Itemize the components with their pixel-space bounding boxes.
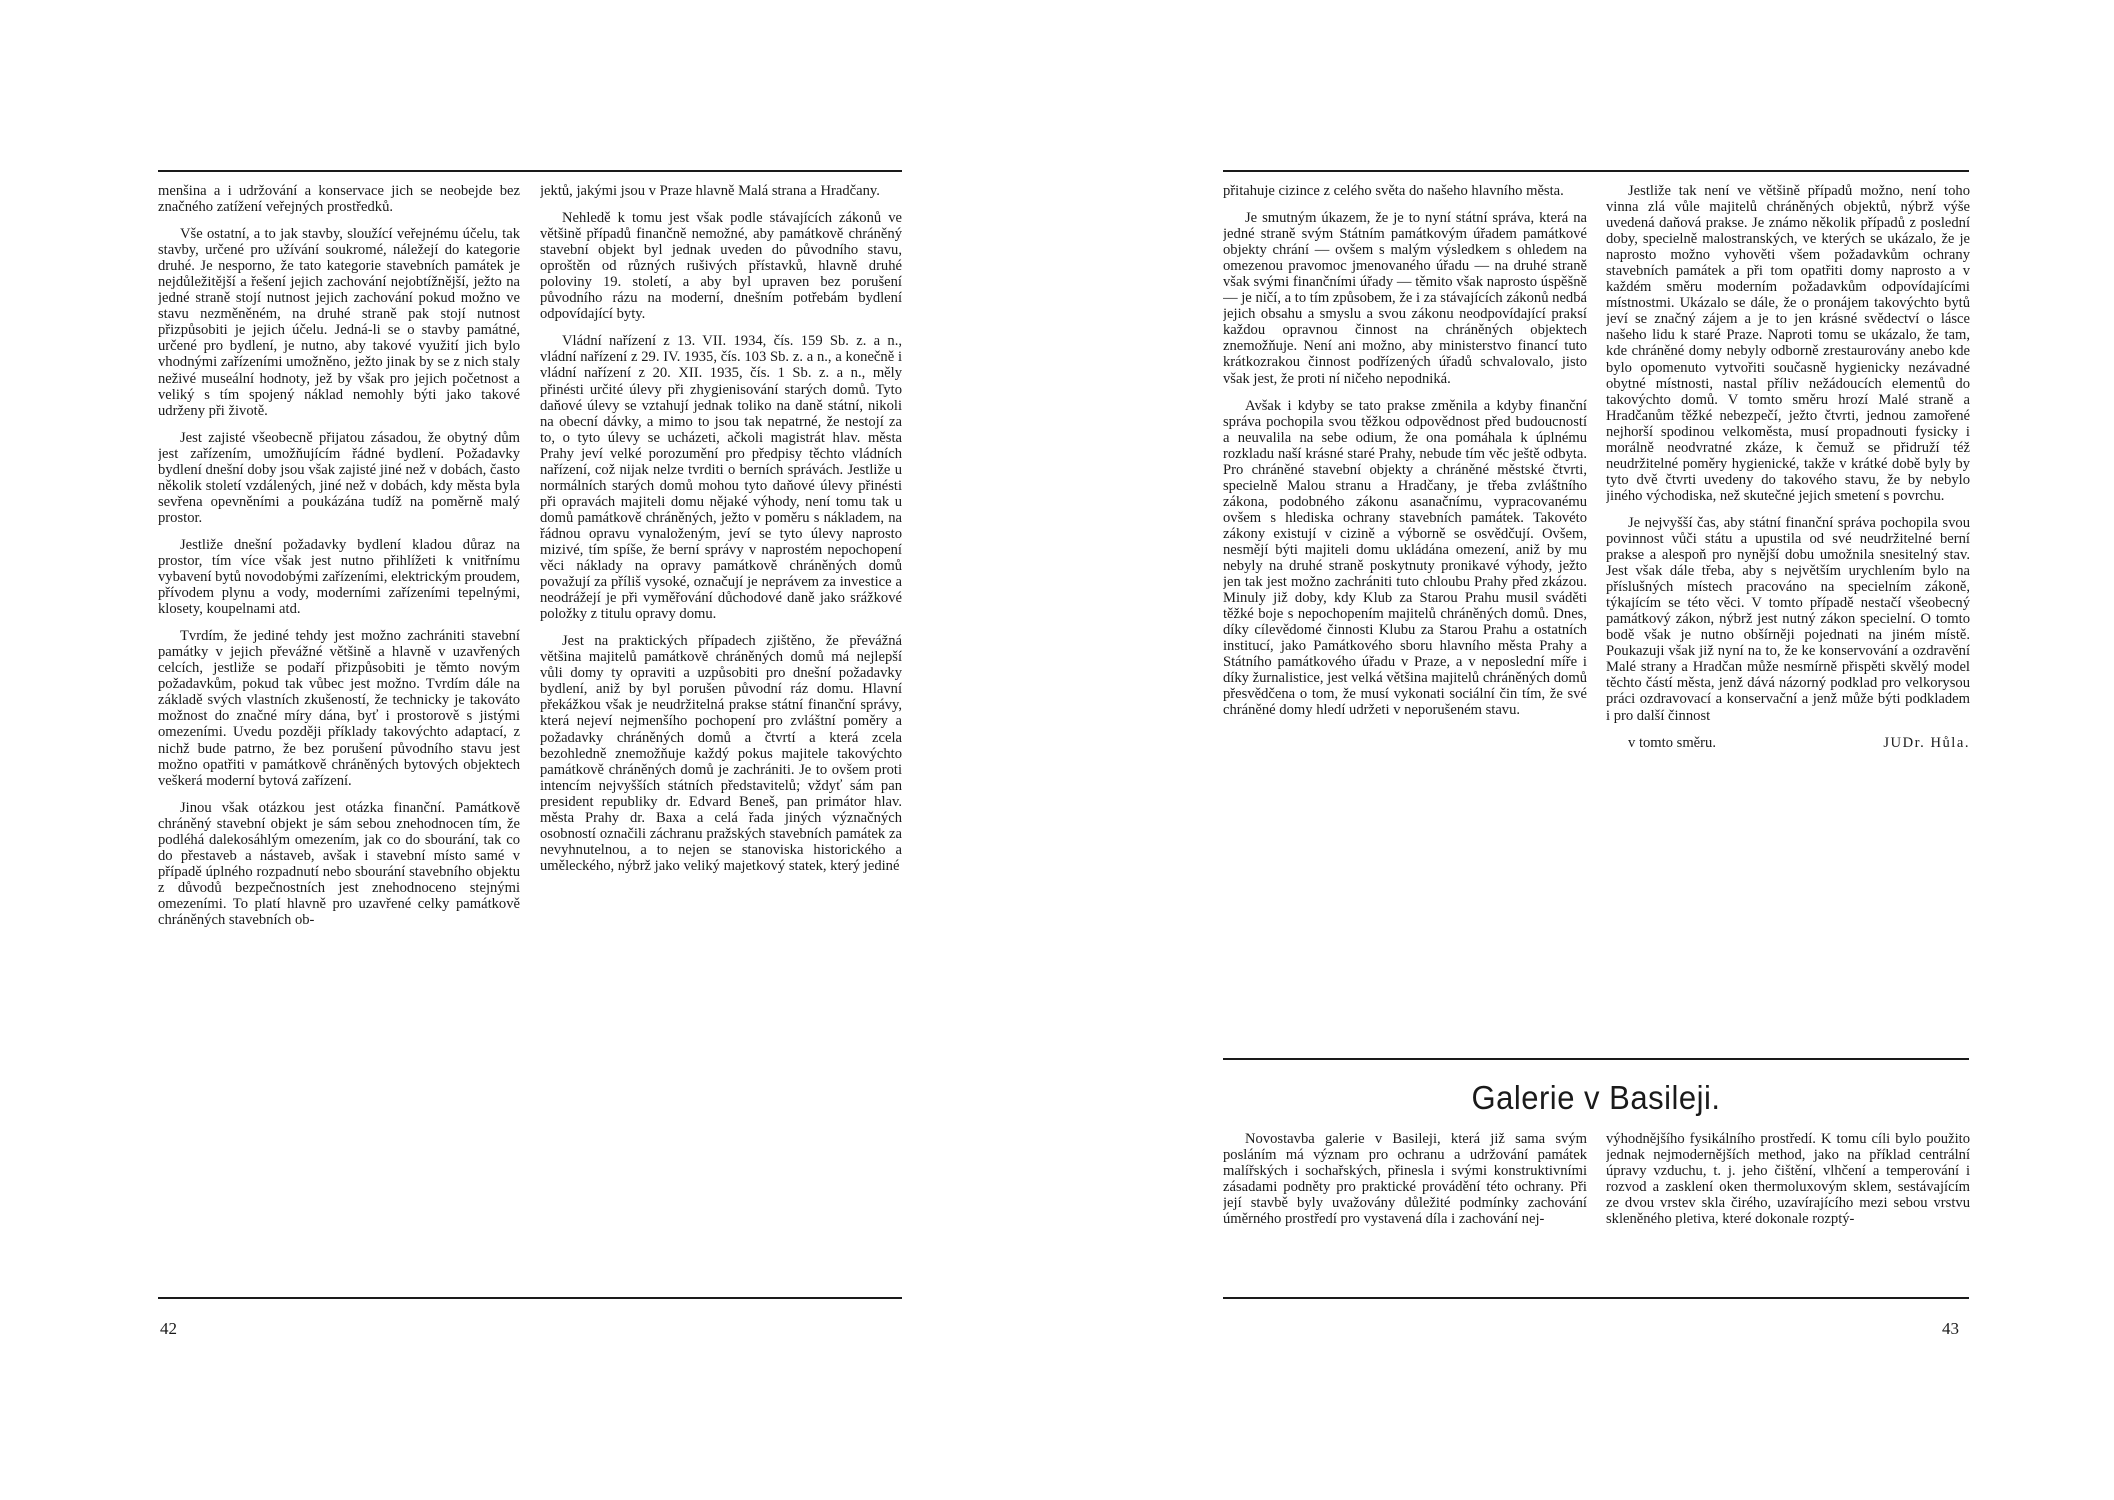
- article-column-2: [1606, 1131, 1970, 1291]
- paragraph: Je nejvyšší čas, aby státní finanční správa pochopila svou povinnost vůči státu a upustila od své neudržitelné berní prakse a alespoň pro nynější dobu umožnila snesitelný stav. Jest však dále třeba, aby s největším urychlením bylo na příslušných místech pracováno na specielním zákoně, týkajícím se této věci. V tomto případě nestačí všeobecný památkový zákon, nýbrž jest nutný zákon specielní. O tomto bodě však je nutno obšírněji pojednati na jiném místě. Poukazuji však již nyní na to, že ke konservování a ozdravění Malé strany a Hradčan může nesmírně přispěti skvělý model těchto částí města, jenž dává názorný podklad pro velkorysou práci ozdravovací a konservační a jenž může býti podkladem i pro další činnost: [1606, 514, 1970, 724]
- paragraph: Je smutným úkazem, že je to nyní státní správa, která na jedné straně svým Státním památkovým úřadem památkové objekty chrání — ovšem s malým výsledkem s ohledem na omezenou pravomoc jmenovaného úřadu — na druhé straně však svými finančními úřady — těmito však naprosto úspěšně — je ničí, a to tím způsobem, že i za stávajících zákonů nedbá jejich obsahu a smyslu a svou zákonu neodpovídající praksí každou opravnou činnost na chráněných objektech znemožňuje. Není ani možno, aby ministerstvo financí tuto krátkozrakou činnost podřízených úřadů schvalovalo, jisto však jest, že proti ní ničeho nepodniká.: [1223, 210, 1587, 387]
- page-number: 42: [160, 1319, 177, 1338]
- page-number: 43: [1942, 1319, 1959, 1338]
- article-title: Galerie v Basileji.: [1471, 1078, 1721, 1117]
- paragraph: jektů, jakými jsou v Praze hlavně Malá strana a Hradčany.: [540, 183, 880, 199]
- signature-lead: v tomto směru.: [1628, 734, 1716, 751]
- paragraph: Avšak i kdyby se tato prakse změnila a kdyby finanční správa pochopila svou těžkou odpovědnost před budoucností a neuvalila na sebe odium, že ona pomáhala k úplnému rozkladu naší krásné staré Prahy, nebude tím věc ještě odbyta. Pro chráněné stavební objekty a chráněné městské čtvrti, specielně Malou stranu a Hradčany, je třeba zvláštního zákona, podobného zákonu asanačnímu, vypracovanému ovšem s hlediska ochrany stavebních památek. Takovéto zákony existují v cizině a výborně se osvědčují. Ovšem, nesmějí býti majiteli domu ukládána omezení, aniž by mu nebyly na druhé straně poskytnuty pronikavé výhody, ježto jen tak jest možno zachrániti tuto chloubu Prahy před zkázou. Minuly již doby, kdy Klub za Starou Prahu musil sváděti těžké boje s nepochopením majitelů chráněných domů. Dnes, díky cílevědomé činnosti Klubu za Starou Prahu a ostatních institucí, jako Památkového sboru hlavního města Prahy a Státního památkového úřadu v Praze, a v neposlední míře i díky žurnalistice, jest velká většina majitelů chráněných domů přesvědčena o tom, že musí vykonati sociální čin tím, že své chráněné domy hledí udržeti v neporušeném stavu.: [1223, 397, 1587, 719]
- paragraph: Vládní nařízení z 13. VII. 1934, čís. 159 Sb. z. a n., vládní nařízení z 29. IV. 1935, čís. 103 Sb. z. a n., a konečně i vládní nařízení z 20. XII. 1935, čís. 1 Sb. z. a n., měly přinésti určité úlevy při zhygienisování starých domů. Tyto daňové úlevy se vztahují jednak toliko na daně státní, nikoli na obecní dávky, a mimo to jsou tak nepatrné, že nestojí za to, o tyto úlevy se ucházeti, ačkoli magistrát hlav. města Prahy jeví velké porozumění pro předpisy těchto vládních nařízení, což nijak nelze tvrditi o berních správách. Jestliže u normálních starých domů mohou tyto daňové úlevy přinésti při opravách majiteli domu nějaké výhody, není tomu tak u domů památkově chráněných, ježto v poměru s nákladem, na řádnou opravu vynaloženým, jeví se tyto úlevy naprosto mizivé, tím spíše, že berní správy v naprostém nepochopení věci náklady na opravy památkově chráněných domů považují za příliš vysoké, označují je neprávem za investice a neodrážejí je při vyměřování důchodové daně jako srážkové položky z titulu opravy domu.: [540, 333, 902, 623]
- paragraph: Jest zajisté všeobecně přijatou zásadou, že obytný dům jest zařízením, umožňujícím řádné bydlení. Požadavky bydlení dnešní doby jsou však zajisté jiné než v dobách, často několik století vzdálených, jiné než v dobách, kdy města byla sevřena opevněními a poukázána tudíž na poměrně malý prostor.: [158, 429, 520, 526]
- top-rule: [158, 170, 902, 172]
- left-page-column-2: [540, 183, 902, 1283]
- paragraph: Jest na praktických případech zjištěno, že převážná většina majitelů památkově chráněných domů má nejlepší vůli domy ty opraviti a uzpůsobiti pro dnešní požadavky bydlení, aniž by byl porušen původní ráz domu. Hlavní překážkou však je neudržitelná prakse státní finanční správy, která nejeví nejmenšího pochopení pro zvláštní poměry a požadavky chráněných domů a čtvrtí a která zcela bezohledně znemožňuje každý pokus majitele takovýchto památkově chráněných domů je zachrániti. Je to ovšem proti intencím nejvyšších státních představitelů; vždyť sám pan president republiky dr. Edvard Beneš, pan primátor hlav. města Prahy dr. Baxa a celá řada jiných význačných osobností označili záchranu pražských stavebních památek za nevyhnutelnou, a to nejen se stanoviska historického a uměleckého, nýbrž jako veliký majetkový statek, který jediné: [540, 633, 902, 874]
- article-separator-rule: [1223, 1058, 1969, 1060]
- top-rule: [1223, 170, 1969, 172]
- left-page-column-1: [158, 183, 520, 1283]
- article-column-1: [1223, 1131, 1587, 1291]
- right-page-column-1: [1223, 183, 1587, 1049]
- paragraph: Tvrdím, že jediné tehdy jest možno zachrániti stavební památky v jejich převážné většině a hlavně v uzavřených celcích, jestliže se podaří přizpůsobiti je těmto novým požadavkům, pokud tak vůbec jest možno. Tvrdím dále na základě svých vlastních zkušeností, že technicky je takováto možnost do značné míry dána, byť i prostorově s jistými omezeními. Uvedu později příklady takovýchto adaptací, z nichž bude patrno, že bez porušení původního stavu jest možno opatřiti v památkově chráněných bytových objektech veškerá moderní bytová zařízení.: [158, 628, 520, 789]
- paragraph: přitahuje cizince z celého světa do našeho hlavního města.: [1223, 183, 1564, 199]
- right-page: [1057, 0, 2114, 1500]
- paragraph: Jinou však otázkou jest otázka finanční. Památkově chráněný stavební objekt je sám sebou znehodnocen tím, že podléhá dalekosáhlým omezením, jak co do sbourání, tak co do přestaveb a nástaveb, avšak i stavební místo samé v případě úplného rozpadnutí nebo sbourání stavebního objektu z důvodů bezpečnostních jest znehodnoceno stejnými omezeními. To platí hlavně pro uzavřené celky památkově chráněných stavebních ob-: [158, 799, 520, 928]
- paragraph: Vše ostatní, a to jak stavby, sloužící veřejnému účelu, tak stavby, určené pro užívání soukromé, náležejí do kategorie druhé. Je nesporno, že tato kategorie stavebních památek je nejdůležitější a řešení jejich zachování nejobtížnější, ježto na jedné straně stojí nutnost jejich zachování pokud možno ve stavu nezměněném, na druhé straně pak stojí nutnost přizpůsobiti je jejich účelu. Jedná-li se o stavby památné, určené pro bydlení, je nutno, aby takové využití jich bylo vhodnými zařízeními umožněno, ježto jinak by se z nich staly neživé museální hodnoty, jež by však pro jejich početnost a veliký s tím spojený náklad nemohly býti jako takové udrženy při životě.: [158, 226, 520, 419]
- paragraph: Nehledě k tomu jest však podle stávajících zákonů ve většině případů finančně nemožné, aby památkově chráněný stavební objekt byl jednak uveden do původního stavu, oproštěn od různých rušivých přístavků, hlavně druhé poloviny 19. století, a aby byl upraven bez porušení původního rázu na moderní, dnešním potřebám bydlení odpovídající byty.: [540, 210, 902, 323]
- signature-line: [1606, 735, 1970, 751]
- paragraph: Jestliže dnešní požadavky bydlení kladou důraz na prostor, tím více však jest nutno přihlížeti k vnitřnímu vybavení bytů novodobými zařízeními, elektrickým proudem, přívodem plynu a vody, moderními zařízeními tepelnými, klosety, koupelnami atd.: [158, 536, 520, 618]
- bottom-rule: [158, 1297, 902, 1299]
- bottom-rule: [1223, 1297, 1969, 1299]
- paragraph: Jestliže tak není ve většině případů možno, není toho vinna zlá vůle majitelů chráněných objektů, nýbrž výše uvedená daňová prakse. Je známo několik případů z poslední doby, specielně malostranských, ve kterých se ukázalo, že je naprosto možno vyhověti všem požadavkům ochrany stavebních památek a při tom opatřiti domy naprosto a v každém směru moderním požadavkům odpovídajícími místnostmi. Ukázalo se dále, že o pronájem takovýchto bytů jeví se značný zájem a je to jen krásné svědectví o lásce našeho lidu k staré Praze. Naproti tomu se ukázalo, že tam, kde chráněné domy nebyly odborně zrestaurovány anebo kde bylo opomenuto vytvořiti současně hygienicky nezávadné obytné místnosti, nastal příliv nežádoucích elementů do takovýchto domů. V tomto směru hrozí Malé straně a Hradčanům těžké nebezpečí, ježto čtvrti, jednou zamořené nejhorší spodinou velkoměsta, musí propadnouti fysicky i morálně neodvratné zkáze, k čemuž se přidruží též neudržitelné poměry hygienické, takže v krátké době byly by tyto dvě čtvrti uvedeny do takového stavu, že by nebylo jiného východiska, než skutečné jejich smetení s povrchu.: [1606, 183, 1970, 504]
- paragraph: Novostavba galerie v Basileji, která již sama svým posláním má význam pro ochranu a udržování památek malířských i sochařských, přinesla i svými konstruktivními zásadami podněty pro praktické provádění této ochrany. Při její stavbě byly uvažovány důležité podmínky zachování úměrného prostředí pro vystavená díla i zachování nej-: [1223, 1131, 1587, 1228]
- author-signature: JUDr. Hůla.: [1883, 734, 1970, 751]
- paragraph: výhodnějšího fysikálního prostředí. K tomu cíli bylo použito jednak nejmodernějších method, jako na příklad centrální úpravy vzduchu, t. j. jeho čištění, vlhčení a temperování i rozvod a zasklení oken thermoluxovým sklem, sestávajícím ze dvou vrstev skla čirého, uzavírajícího mezi sebou vrstvu skleněného pletiva, které dokonale rozptý-: [1606, 1131, 1970, 1228]
- paragraph: menšina a i udržování a konservace jich se neobejde bez značného zatížení veřejných prostředků.: [158, 183, 520, 216]
- right-page-column-2: [1606, 183, 1970, 1049]
